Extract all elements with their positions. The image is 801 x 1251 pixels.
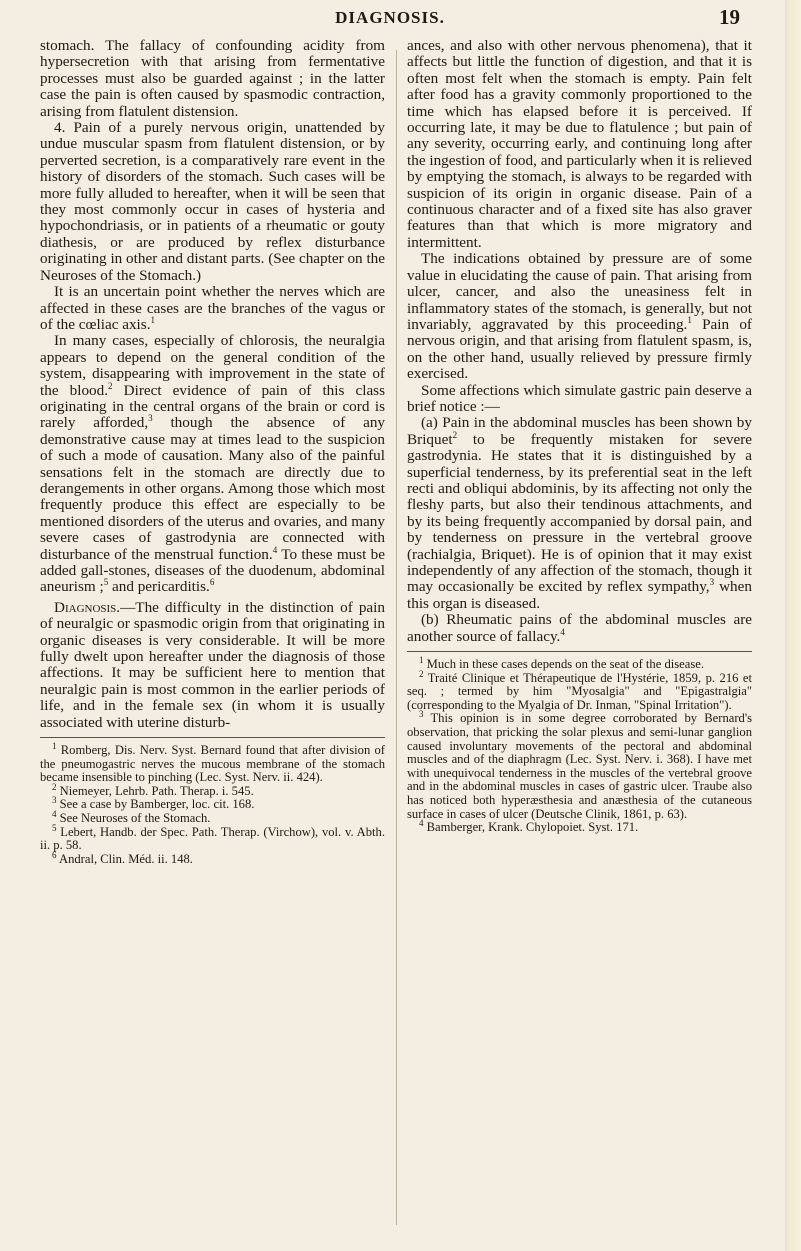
paragraph-text: In many cases, especially of chlorosis, the neuralgia appears to depend on the general condition of the system, disappearing with improvement in the state of the blood. — [40, 332, 385, 399]
paragraph — [40, 284, 385, 333]
footnote-ref: 3 — [709, 577, 715, 588]
footnote — [40, 849, 385, 867]
right-column — [407, 38, 752, 835]
paragraph — [407, 415, 752, 612]
paragraph-text: —The difficulty in the distinction of pain of neuralgic or spasmodic origin from that originating in organic diseases is very considerable. It will be more fully dwelt upon hereafter under the diagnosis of those affections. It may be sufficient here to mention that neuralgic pain is most common in the earlier periods of life, and in the female sex (in whom it is usually associated with uterine disturb- — [40, 598, 385, 731]
footnote-mark: 6 — [52, 849, 57, 860]
footnote-text: This opinion is in some degree corroborated by Bernard's observation, that pricking the solar plexus and semi-lunar ganglion caused involuntary movements of the pectoral and abdominal muscles and of the diaphragm (Lec. Syst. Nerv. i. 368). I have met with unequivocal tenderness in the muscles of the vertebral groove and in the abdominal muscles in cases of gastric ulcer. Traube also has noticed both hyperæsthesia and anæsthesia of the cutaneous surface in cases of ulcer (Deutsche Clinik, 1861, p. 63). — [407, 711, 752, 821]
paragraph — [40, 333, 385, 596]
footnote — [40, 808, 385, 826]
footnote-ref: 1 — [687, 314, 692, 325]
section-lead: Diagnosis. — [54, 598, 121, 616]
paragraph: ances, and also with other nervous phenomena), that it affects but little the function of digestion, and that it is often most felt when the stomach is empty. Pain felt after food has a gravity commonly proportioned to the time which has elapsed before it is perceived. If occurring late, it may be due to flatulence ; but pain of any severity, occurring early, and continuing long after the ingestion of food, and particularly when it is relieved by emptying the stomach, is always to be regarded with suspicion of its origin in organic disease. Pain of a continuous character and of a fixed site has also graver features than that which is more migratory and intermittent. — [407, 37, 752, 251]
footnote-rule — [40, 737, 385, 738]
paragraph — [407, 612, 752, 645]
paragraph-text: and pericarditis. — [108, 578, 210, 596]
footnote — [407, 654, 752, 672]
footnote-text: Lebert, Handb. der Spec. Path. Therap. (Virchow), vol. v. Abth. ii. p. 58. — [40, 824, 385, 853]
paragraph — [407, 251, 752, 382]
footnote-text: Traité Clinique et Thérapeutique de l'Hystérie, 1859, p. 216 et seq. ; termed by him "Myosalgia" and "Epigastralgia" (corresponding to the Myalgia of Dr. Inman, "Spinal Irritation"). — [407, 670, 752, 712]
footnote — [407, 668, 752, 713]
paragraph-text: The indications obtained by pressure are of some value in elucidating the cause of pain. That arising from ulcer, cancer, and also the uneasiness felt in inflammatory states of the stomach, is generally, but not invariably, aggravated by this proceeding. — [407, 250, 752, 333]
footnote-mark: 2 — [419, 668, 424, 679]
footnote-mark: 5 — [52, 822, 57, 833]
paragraph-text: It is an uncertain point whether the nerves which are affected in these cases are the branches of the vagus or of the cœliac axis. — [40, 283, 385, 333]
footnote — [40, 795, 385, 812]
footnote-text: Much in these cases depends on the seat of the disease. — [426, 657, 704, 672]
paragraph-text: Pain of nervous origin, and that arising from flatulent spasm, is, on the other hand, usually relieved by pressure firmly exercised. — [407, 315, 752, 383]
paragraph-text: though the absence of any demonstrative cause may at times lead to the suspicion of such a mode of causation. Many also of the painful sensations felt in the stomach are directly due to derangements in other organs. Among those which most frequently produce this effect are especially to be mentioned disorders of the uterus and ovaries, and many severe cases of gastrodynia are connected with disturbance of the menstrual function. — [40, 414, 386, 563]
paragraph-text: when this organ is diseased. — [407, 578, 752, 612]
footnote-ref: 6 — [209, 577, 215, 588]
footnote-text: Romberg, Dis. Nerv. Syst. Bernard found that after division of the pneumogastric nerves the mucous membrane of the stomach became insensible to pinching (Lec. Syst. Nerv. ii. 424). — [40, 743, 385, 785]
paragraph-text: (b) Rheumatic pains of the abdominal muscles are another source of fallacy. — [407, 611, 752, 645]
footnote-ref: 2 — [108, 380, 113, 391]
column-divider — [396, 50, 397, 1225]
paragraph: 4. Pain of a purely nervous origin, unattended by undue muscular spasm from flatulent distension, or by perverted secretion, is a comparatively rare event in the history of disorders of the stomach. Such cases will be more fully alluded to hereafter, when it will be seen that they most commonly occur in cases of hysteria and hypochondriasis, or in patients of a rheumatic or gouty diathesis, or are produced by reflex disturbance originating in other and distant parts. (See chapter on the Neuroses of the Stomach.) — [40, 119, 385, 284]
paragraph-text: to be frequently mistaken for severe gastrodynia. He states that it is distinguished by a superficial tenderness, by its preferential seat in the left recti and obliqui abdominis, by its affecting not only the fleshy parts, but also their tendinous attachments, and by its being frequently accompanied by dorsal pain, and by tenderness on pressure in the vertebral groove (rachialgia, Briquet). He is of opinion that it may exist independently of any affection of the stomach, though it may occasionally be excited by reflex sympathy, — [407, 430, 752, 596]
paragraph: stomach. The fallacy of confounding acidity from hypersecretion with that arising from fermentative processes must also be guarded against ; in the latter case the pain is often caused by spasmodic contraction, arising from flatulent distension. — [40, 37, 385, 120]
footnote-mark: 3 — [52, 795, 57, 806]
footnote-ref: 5 — [103, 577, 109, 588]
page-edge — [785, 0, 801, 1251]
footnote-ref: 4 — [272, 544, 278, 555]
footnotes — [40, 740, 385, 866]
footnote-mark: 4 — [419, 817, 424, 828]
footnote — [407, 817, 752, 835]
left-column — [40, 38, 385, 866]
footnote — [40, 740, 385, 785]
running-head: DIAGNOSIS. — [335, 8, 445, 27]
footnotes — [407, 654, 752, 835]
paragraph: Some affections which simulate gastric pain deserve a brief notice :— — [407, 381, 752, 415]
footnote — [407, 709, 752, 821]
paragraph-text: To these must be added gall-stones, diseases of the duodenum, abdominal aneurism ; — [40, 545, 385, 596]
footnote — [40, 822, 385, 853]
footnote-mark: 2 — [52, 781, 57, 792]
page-header — [40, 5, 740, 32]
footnote-ref: 1 — [150, 314, 155, 325]
footnote-rule — [407, 651, 752, 652]
paragraph-text: Direct evidence of pain of this class originating in the central organs of the brain or cord is rarely afforded, — [40, 381, 386, 432]
footnote-mark: 3 — [419, 709, 424, 720]
paragraph-text: (a) Pain in the abdominal muscles has been shown by Briquet — [407, 414, 752, 448]
paragraph — [40, 600, 385, 731]
footnote-mark: 1 — [419, 654, 424, 665]
footnote-ref: 2 — [452, 429, 458, 440]
footnote-text: Andral, Clin. Méd. ii. 148. — [58, 851, 193, 866]
footnote-ref: 3 — [148, 413, 153, 424]
footnote-text: See a case by Bamberger, loc. cit. 168. — [59, 797, 255, 812]
footnote-text: See Neuroses of the Stomach. — [59, 811, 211, 826]
footnote-mark: 1 — [52, 740, 57, 751]
footnote-text: Bamberger, Krank. Chylopoiet. Syst. 171. — [426, 820, 639, 835]
footnote-text: Niemeyer, Lehrb. Path. Therap. i. 545. — [59, 783, 254, 798]
footnote-mark: 4 — [52, 808, 57, 819]
page-number: 19 — [719, 5, 740, 29]
footnote-ref: 4 — [560, 626, 565, 637]
